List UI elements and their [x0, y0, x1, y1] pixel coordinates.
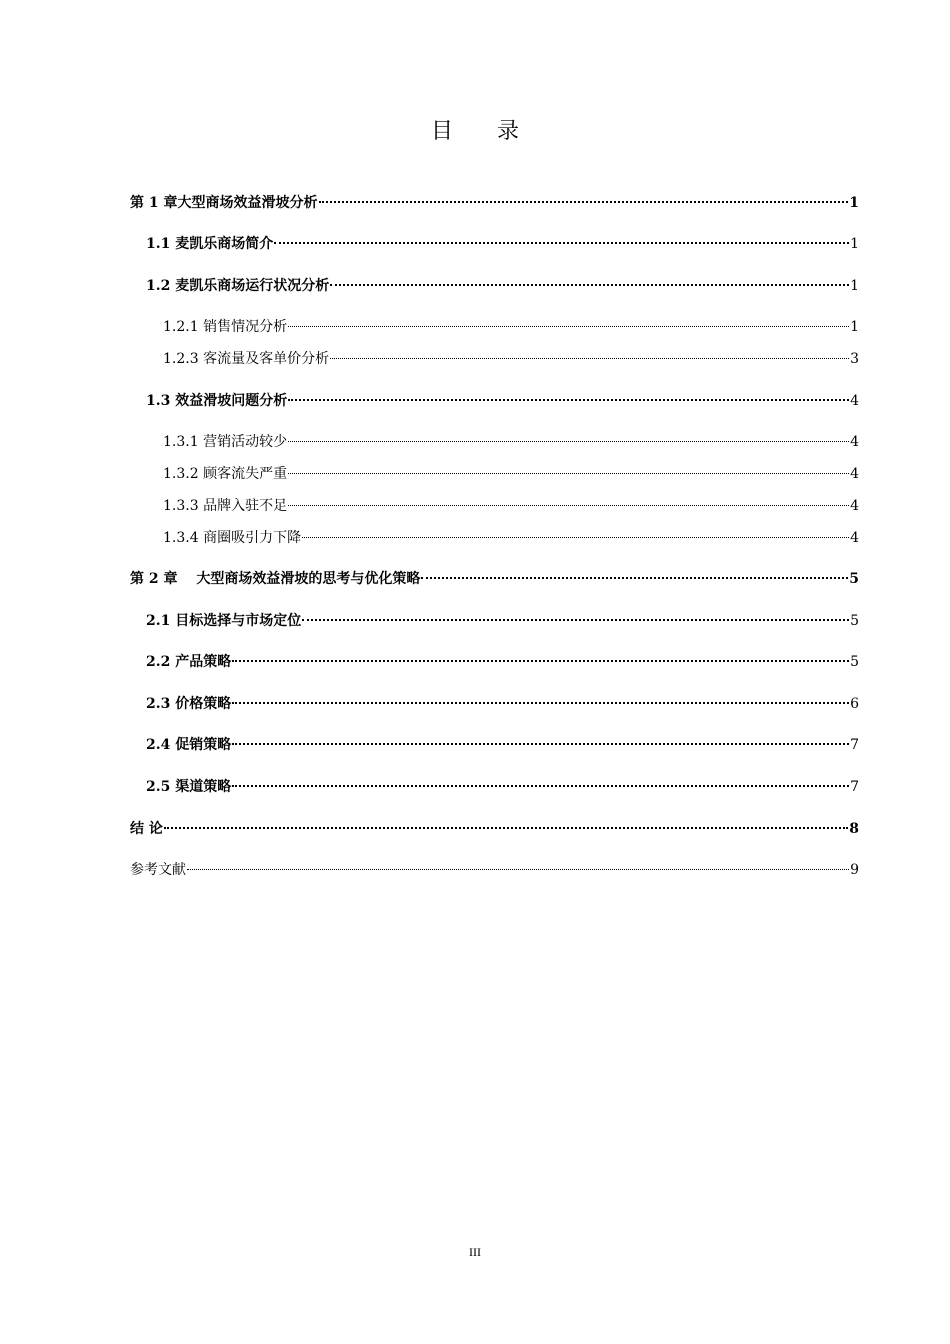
toc-leader [330, 270, 849, 290]
toc-entry-2-4[interactable] [146, 729, 859, 753]
toc-entry-label: 结 论 [130, 821, 163, 837]
toc-entry-label: 1.1 麦凯乐商场简介 [146, 236, 274, 252]
toc-entry-label: 2.3 价格策略 [146, 696, 232, 712]
toc-entry-1-3-1[interactable] [163, 426, 859, 450]
toc-leader [274, 228, 849, 248]
toc-entry-2-5[interactable] [146, 771, 859, 795]
toc-leader [288, 490, 849, 510]
toc-entry-page: 7 [850, 737, 859, 753]
toc-entry-2-2[interactable] [146, 646, 859, 670]
toc-entry-page: 5 [849, 571, 859, 587]
toc-entry-label: 1.2.1 销售情况分析 [163, 319, 288, 335]
toc-entry-page: 4 [850, 434, 859, 450]
toc-entry-label: 参考文献 [130, 862, 186, 878]
toc-entry-1-2-1[interactable] [163, 311, 859, 335]
toc-entry-chapter-2[interactable] [130, 563, 859, 587]
title-char-2: 录 [497, 119, 520, 144]
toc-entry-label: 2.4 促销策略 [146, 737, 232, 753]
toc-entry-page: 4 [850, 466, 859, 482]
toc-entry-label: 2.5 渠道策略 [146, 779, 232, 795]
toc-leader [288, 426, 849, 446]
toc-entry-2-3[interactable] [146, 688, 859, 712]
toc-leader [288, 385, 849, 405]
toc-entry-page: 6 [850, 696, 859, 712]
toc-entry-page: 1 [849, 195, 859, 211]
toc-leader [330, 343, 849, 363]
toc-entry-conclusion[interactable] [130, 813, 859, 837]
page-number: III [469, 1245, 481, 1259]
toc-entry-label: 1.3.2 顾客流失严重 [163, 466, 288, 482]
toc-entry-page: 4 [850, 393, 859, 409]
toc-entry-label: 1.3.1 营销活动较少 [163, 434, 288, 450]
toc-entry-page: 4 [850, 498, 859, 514]
toc-entry-page: 1 [850, 319, 859, 335]
title-char-1: 目 [430, 119, 453, 144]
toc-entry-label: 1.3.4 商圈吸引力下降 [163, 530, 302, 546]
toc-entry-label: 第 2 章 大型商场效益滑坡的思考与优化策略 [130, 571, 421, 587]
toc-entry-label: 1.2 麦凯乐商场运行状况分析 [146, 278, 330, 294]
toc-leader [232, 729, 849, 749]
toc-entry-page: 3 [850, 351, 859, 367]
toc-entry-page: 5 [850, 654, 859, 670]
toc-leader [302, 522, 849, 542]
toc-entry-1-1[interactable] [146, 228, 859, 252]
toc-entry-label: 1.3 效益滑坡问题分析 [146, 393, 288, 409]
toc-entry-1-3-4[interactable] [163, 522, 859, 546]
toc-entry-references[interactable] [130, 854, 859, 878]
toc-entry-1-2[interactable] [146, 270, 859, 294]
toc-leader [232, 771, 849, 791]
toc-entry-1-3-2[interactable] [163, 458, 859, 482]
toc-entry-page: 5 [850, 613, 859, 629]
toc-entry-2-1[interactable] [146, 605, 859, 629]
toc-entry-page: 8 [849, 821, 859, 837]
toc-leader [164, 813, 848, 833]
toc-entry-1-2-3[interactable] [163, 343, 859, 367]
toc-entry-label: 1.3.3 品牌入驻不足 [163, 498, 288, 514]
toc-entry-page: 7 [850, 779, 859, 795]
toc-leader [302, 605, 849, 625]
toc-entry-label: 2.1 目标选择与市场定位 [146, 613, 302, 629]
toc-entry-label: 1.2.3 客流量及客单价分析 [163, 351, 330, 367]
toc-leader [421, 563, 848, 583]
toc-leader [288, 311, 849, 331]
toc-leader [288, 458, 849, 478]
toc-leader [232, 688, 849, 708]
toc-entry-page: 4 [850, 530, 859, 546]
toc-entry-label: 第 1 章大型商场效益滑坡分析 [130, 195, 318, 211]
toc-leader [187, 854, 849, 874]
toc-leader [319, 187, 849, 207]
toc-entry-1-3[interactable] [146, 385, 859, 409]
toc-entry-page: 9 [850, 862, 859, 878]
toc-entry-chapter-1[interactable] [130, 187, 859, 211]
toc-leader [232, 646, 849, 666]
toc-entry-1-3-3[interactable] [163, 490, 859, 514]
toc-entry-page: 1 [850, 236, 859, 252]
toc-entry-page: 1 [850, 278, 859, 294]
toc-entry-label: 2.2 产品策略 [146, 654, 232, 670]
